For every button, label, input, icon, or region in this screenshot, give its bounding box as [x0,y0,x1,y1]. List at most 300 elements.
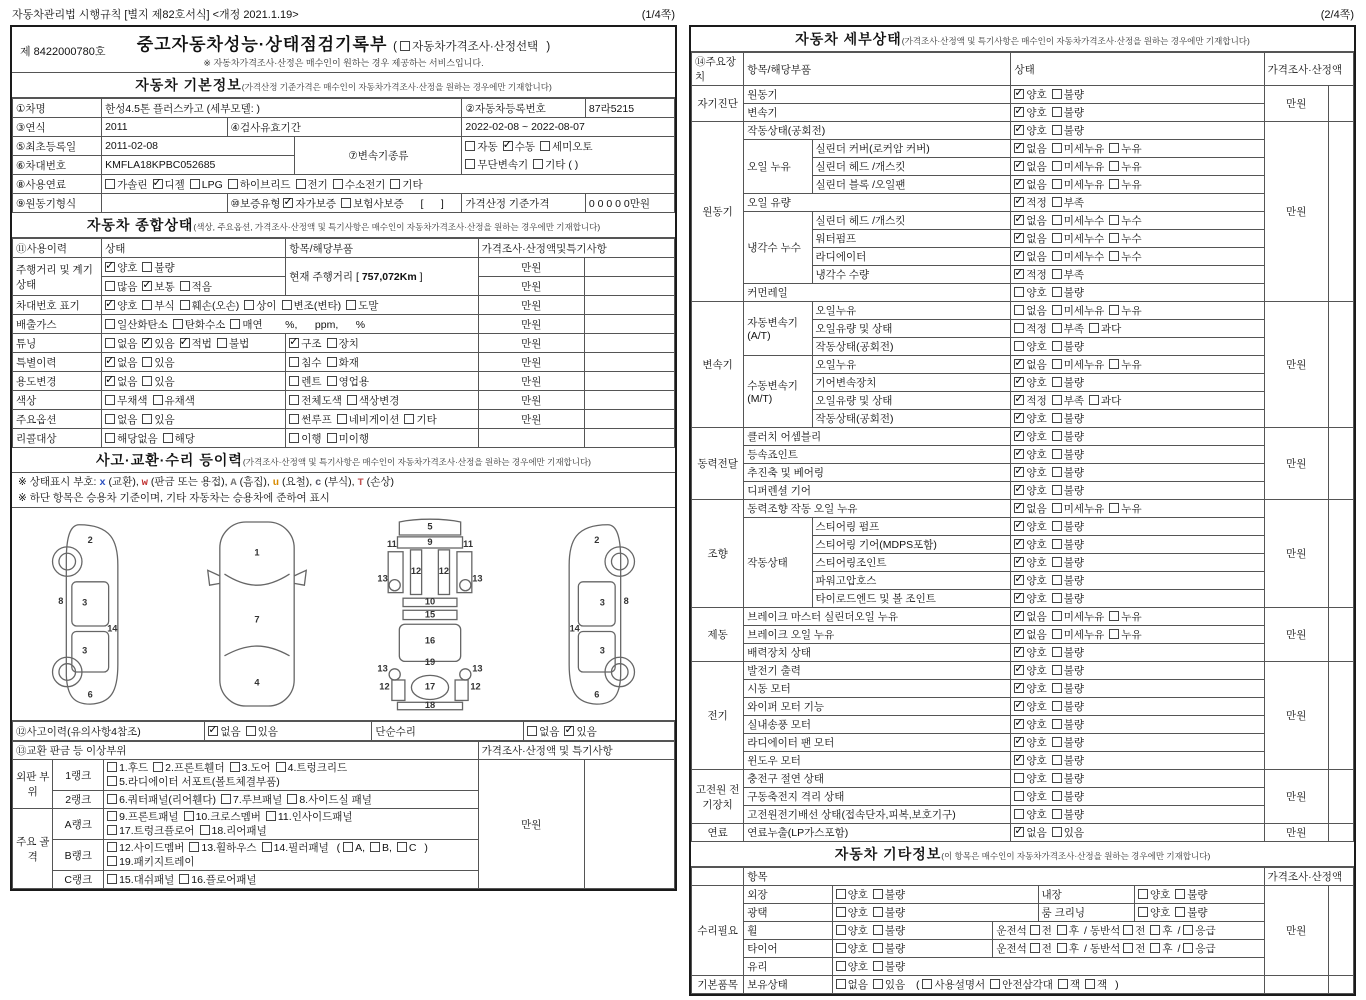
checkbox[interactable] [1052,449,1062,459]
checkbox-option[interactable] [230,317,262,332]
checkbox-option[interactable] [179,873,256,887]
checkbox-option[interactable] [1014,357,1046,372]
checkbox-option[interactable] [1052,807,1084,822]
checkbox[interactable] [1109,251,1119,261]
checkbox[interactable] [107,776,117,786]
checkbox[interactable] [228,179,238,189]
checkbox[interactable] [1014,287,1024,297]
checkbox[interactable] [230,319,240,329]
checkbox-option[interactable] [1014,141,1046,156]
checkbox[interactable] [105,262,115,272]
checkbox-option[interactable] [327,374,369,389]
checkbox-option[interactable] [142,298,174,313]
checkbox-option[interactable] [180,279,212,294]
checkbox[interactable] [1123,925,1133,935]
checkbox-option[interactable] [296,177,328,192]
checkbox[interactable] [1052,89,1062,99]
notes-cell[interactable] [584,334,674,353]
notes-cell[interactable] [584,391,674,410]
checkbox-option[interactable] [1052,285,1084,300]
checkbox[interactable] [1089,395,1099,405]
checkbox[interactable] [370,842,380,852]
notes-cell[interactable] [1328,428,1353,500]
checkbox-option[interactable] [1014,249,1046,264]
checkbox-option[interactable] [1109,627,1141,642]
notes-cell[interactable] [1328,86,1353,122]
checkbox[interactable] [1014,89,1024,99]
checkbox-option[interactable] [105,317,168,332]
checkbox-option[interactable] [1014,393,1046,408]
checkbox[interactable] [200,825,210,835]
checkbox-option[interactable] [1058,977,1080,992]
checkbox[interactable] [266,811,276,821]
checkbox[interactable] [244,300,254,310]
checkbox-option[interactable] [1052,483,1084,498]
checkbox[interactable] [184,811,194,821]
checkbox[interactable] [341,198,351,208]
checkbox[interactable] [1014,143,1024,153]
notes-cell[interactable] [1328,886,1353,976]
checkbox-option[interactable] [1014,339,1046,354]
checkbox[interactable] [1052,197,1062,207]
notes-cell[interactable] [584,372,674,391]
checkbox[interactable] [1014,557,1024,567]
checkbox-option[interactable] [1014,465,1046,480]
checkbox[interactable] [142,376,152,386]
checkbox-option[interactable] [142,374,174,389]
checkbox[interactable] [1052,503,1062,513]
checkbox-option[interactable] [1150,923,1172,938]
checkbox-option[interactable] [1014,555,1046,570]
checkbox[interactable] [289,433,299,443]
checkbox[interactable] [289,357,299,367]
checkbox-option[interactable] [1014,447,1046,462]
checkbox-option[interactable] [400,38,538,54]
checkbox-option[interactable] [1183,941,1215,956]
checkbox-option[interactable] [990,977,1053,992]
checkbox-option[interactable] [1052,501,1105,516]
checkbox-option[interactable] [1109,177,1141,192]
checkbox-option[interactable] [1057,941,1079,956]
checkbox[interactable] [107,874,117,884]
checkbox[interactable] [282,300,292,310]
checkbox-option[interactable] [1014,681,1046,696]
checkbox[interactable] [327,338,337,348]
checkbox-option[interactable] [533,157,578,172]
checkbox[interactable] [105,179,115,189]
checkbox-option[interactable] [1089,393,1121,408]
checkbox-option[interactable] [1014,87,1046,102]
checkbox[interactable] [180,338,190,348]
checkbox-option[interactable] [1052,789,1084,804]
checkbox-option[interactable] [262,841,329,855]
checkbox[interactable] [1109,503,1119,513]
checkbox[interactable] [1014,665,1024,675]
checkbox[interactable] [527,726,537,736]
checkbox-option[interactable] [1014,321,1046,336]
engine-type-value[interactable] [102,194,228,213]
checkbox[interactable] [327,357,337,367]
checkbox[interactable] [347,395,357,405]
checkbox-option[interactable] [836,923,868,938]
checkbox-option[interactable] [1052,753,1084,768]
checkbox[interactable] [1014,341,1024,351]
checkbox[interactable] [873,889,883,899]
checkbox-option[interactable] [1052,213,1105,228]
checkbox-option[interactable] [1052,339,1084,354]
checkbox[interactable] [107,842,117,852]
checkbox[interactable] [873,961,883,971]
checkbox[interactable] [1052,809,1062,819]
checkbox[interactable] [1183,943,1193,953]
checkbox-option[interactable] [1052,249,1105,264]
checkbox[interactable] [337,414,347,424]
checkbox[interactable] [1183,925,1193,935]
notes-cell[interactable] [584,429,674,448]
checkbox-option[interactable] [107,793,216,807]
checkbox[interactable] [1014,125,1024,135]
checkbox-option[interactable] [221,793,282,807]
checkbox[interactable] [1014,791,1024,801]
checkbox-option[interactable] [1052,123,1084,138]
checkbox-option[interactable] [163,431,195,446]
checkbox[interactable] [1014,323,1024,333]
checkbox[interactable] [1109,611,1119,621]
checkbox[interactable] [1057,943,1067,953]
checkbox-option[interactable] [873,923,905,938]
checkbox[interactable] [142,414,152,424]
checkbox[interactable] [397,842,407,852]
checkbox-option[interactable] [1014,123,1046,138]
checkbox[interactable] [1052,485,1062,495]
checkbox[interactable] [107,794,117,804]
checkbox-option[interactable] [107,873,174,887]
checkbox-option[interactable] [153,177,185,192]
notes-cell[interactable] [584,353,674,372]
checkbox[interactable] [1052,233,1062,243]
checkbox[interactable] [1175,907,1185,917]
checkbox[interactable] [1014,503,1024,513]
checkbox-option[interactable] [341,196,404,211]
checkbox[interactable] [327,376,337,386]
checkbox[interactable] [836,925,846,935]
checkbox[interactable] [1014,611,1024,621]
checkbox-option[interactable] [1052,141,1105,156]
checkbox-option[interactable] [527,724,559,739]
checkbox[interactable] [1052,539,1062,549]
checkbox-option[interactable] [1052,375,1084,390]
checkbox[interactable] [289,338,299,348]
checkbox-option[interactable] [836,977,868,992]
checkbox-option[interactable] [1109,231,1141,246]
checkbox[interactable] [142,338,152,348]
checkbox[interactable] [1052,125,1062,135]
checkbox-option[interactable] [1014,609,1046,624]
checkbox[interactable] [142,281,152,291]
checkbox[interactable] [105,376,115,386]
checkbox[interactable] [1052,179,1062,189]
checkbox-option[interactable] [105,298,137,313]
checkbox[interactable] [1014,431,1024,441]
checkbox-option[interactable] [105,431,158,446]
checkbox-option[interactable] [1052,609,1105,624]
checkbox-option[interactable] [153,393,195,408]
notes-cell[interactable] [1328,770,1353,824]
notes-cell[interactable] [584,315,674,334]
checkbox-option[interactable] [1052,627,1105,642]
checkbox[interactable] [1052,359,1062,369]
checkbox-option[interactable] [142,260,174,275]
checkbox-option[interactable] [266,810,353,824]
checkbox-option[interactable] [1014,627,1046,642]
checkbox-option[interactable] [540,139,593,154]
checkbox-option[interactable] [1014,213,1046,228]
checkbox-option[interactable] [1014,195,1046,210]
checkbox[interactable] [1014,809,1024,819]
checkbox[interactable] [221,794,231,804]
checkbox-option[interactable] [1014,231,1046,246]
checkbox-option[interactable] [246,724,278,739]
checkbox[interactable] [533,159,543,169]
checkbox[interactable] [1085,979,1095,989]
checkbox-option[interactable] [107,761,148,775]
checkbox-option[interactable] [1123,923,1145,938]
checkbox[interactable] [1014,521,1024,531]
notes-cell[interactable] [584,410,674,429]
checkbox[interactable] [1052,521,1062,531]
checkbox-option[interactable] [105,374,137,389]
checkbox-option[interactable] [173,317,226,332]
checkbox-option[interactable] [922,977,985,992]
checkbox[interactable] [1109,161,1119,171]
checkbox[interactable] [1014,719,1024,729]
checkbox-option[interactable] [1138,887,1170,902]
checkbox-option[interactable] [1014,159,1046,174]
checkbox-option[interactable] [390,177,422,192]
checkbox[interactable] [503,141,513,151]
checkbox-option[interactable] [1052,231,1105,246]
notes-cell[interactable] [584,277,674,296]
checkbox[interactable] [1014,755,1024,765]
checkbox-option[interactable] [1030,923,1052,938]
checkbox-option[interactable] [1052,465,1084,480]
checkbox-option[interactable] [1014,375,1046,390]
checkbox-option[interactable] [465,139,497,154]
checkbox-option[interactable] [184,810,261,824]
checkbox[interactable] [142,300,152,310]
checkbox-option[interactable] [1052,177,1105,192]
checkbox-option[interactable] [107,775,280,789]
checkbox-option[interactable] [200,824,267,838]
checkbox[interactable] [1052,827,1062,837]
checkbox[interactable] [1014,269,1024,279]
checkbox[interactable] [1014,629,1024,639]
checkbox[interactable] [343,842,353,852]
checkbox[interactable] [105,300,115,310]
checkbox-option[interactable] [1052,825,1084,840]
checkbox-option[interactable] [1052,717,1084,732]
checkbox[interactable] [289,395,299,405]
checkbox[interactable] [1052,215,1062,225]
checkbox[interactable] [246,726,256,736]
checkbox-option[interactable] [370,841,392,855]
checkbox-option[interactable] [105,177,147,192]
checkbox[interactable] [1014,359,1024,369]
checkbox[interactable] [1014,305,1024,315]
checkbox[interactable] [262,842,272,852]
checkbox-option[interactable] [337,412,400,427]
checkbox-option[interactable] [1052,321,1084,336]
checkbox[interactable] [1052,647,1062,657]
checkbox[interactable] [1052,251,1062,261]
checkbox-option[interactable] [289,393,342,408]
checkbox[interactable] [836,907,846,917]
checkbox-option[interactable] [230,761,271,775]
notes-cell[interactable] [1328,122,1353,302]
checkbox[interactable] [1138,907,1148,917]
checkbox[interactable] [1150,943,1160,953]
checkbox[interactable] [873,907,883,917]
checkbox-option[interactable] [1014,267,1046,282]
checkbox-option[interactable] [1014,645,1046,660]
checkbox[interactable] [287,794,297,804]
checkbox[interactable] [179,874,189,884]
checkbox[interactable] [333,179,343,189]
checkbox-option[interactable] [1052,357,1105,372]
notes-cell[interactable] [584,258,674,277]
checkbox[interactable] [390,179,400,189]
notes-cell[interactable] [1328,976,1353,994]
checkbox-option[interactable] [1014,735,1046,750]
checkbox[interactable] [1109,143,1119,153]
checkbox-option[interactable] [1014,519,1046,534]
notes-cell[interactable] [1328,302,1353,428]
checkbox[interactable] [1052,773,1062,783]
checkbox-option[interactable] [1085,977,1107,992]
checkbox-option[interactable] [1052,411,1084,426]
checkbox-option[interactable] [105,393,147,408]
checkbox[interactable] [189,842,199,852]
checkbox-option[interactable] [873,977,905,992]
checkbox[interactable] [107,811,117,821]
checkbox-option[interactable] [1052,681,1084,696]
checkbox-option[interactable] [503,139,535,154]
checkbox-option[interactable] [333,177,386,192]
checkbox-option[interactable] [873,959,905,974]
checkbox-option[interactable] [105,412,137,427]
checkbox-option[interactable] [105,355,137,370]
checkbox-option[interactable] [836,905,868,920]
notes-cell[interactable] [1328,824,1353,842]
checkbox[interactable] [1014,413,1024,423]
checkbox[interactable] [1014,485,1024,495]
checkbox-option[interactable] [1014,825,1046,840]
checkbox[interactable] [1014,449,1024,459]
checkbox-option[interactable] [327,355,359,370]
checkbox-option[interactable] [1109,213,1141,228]
checkbox-option[interactable] [1183,923,1215,938]
checkbox-option[interactable] [283,196,336,211]
checkbox-option[interactable] [1014,177,1046,192]
checkbox-option[interactable] [1014,483,1046,498]
checkbox[interactable] [1014,593,1024,603]
checkbox-option[interactable] [1052,555,1084,570]
checkbox[interactable] [230,762,240,772]
checkbox-option[interactable] [142,279,174,294]
checkbox-option[interactable] [1052,519,1084,534]
checkbox[interactable] [404,414,414,424]
checkbox-option[interactable] [289,431,321,446]
checkbox[interactable] [142,357,152,367]
checkbox[interactable] [153,762,163,772]
checkbox[interactable] [836,979,846,989]
checkbox[interactable] [296,179,306,189]
checkbox-option[interactable] [836,941,868,956]
checkbox-option[interactable] [1014,699,1046,714]
checkbox[interactable] [1109,179,1119,189]
checkbox-option[interactable] [1014,663,1046,678]
checkbox-option[interactable] [1052,159,1105,174]
checkbox-option[interactable] [142,412,174,427]
checkbox-option[interactable] [190,179,223,191]
checkbox[interactable] [105,281,115,291]
checkbox[interactable] [1109,233,1119,243]
checkbox[interactable] [1057,925,1067,935]
checkbox-option[interactable] [1057,923,1079,938]
checkbox-option[interactable] [1109,609,1141,624]
checkbox[interactable] [1014,539,1024,549]
checkbox[interactable] [836,943,846,953]
checkbox-option[interactable] [1014,303,1046,318]
notes-cell[interactable] [584,760,674,889]
checkbox[interactable] [173,319,183,329]
checkbox-option[interactable] [1052,267,1084,282]
checkbox-option[interactable] [142,336,174,351]
checkbox[interactable] [1014,107,1024,117]
checkbox[interactable] [105,338,115,348]
checkbox[interactable] [1014,251,1024,261]
checkbox[interactable] [163,433,173,443]
checkbox-option[interactable] [289,336,321,351]
checkbox[interactable] [873,943,883,953]
checkbox-option[interactable] [244,298,276,313]
checkbox-option[interactable] [1014,411,1046,426]
checkbox[interactable] [1109,629,1119,639]
checkbox[interactable] [1109,359,1119,369]
checkbox-option[interactable] [217,336,249,351]
checkbox[interactable] [1052,629,1062,639]
checkbox-option[interactable] [282,298,342,313]
checkbox[interactable] [1014,773,1024,783]
checkbox-option[interactable] [1150,941,1172,956]
checkbox[interactable] [1052,107,1062,117]
checkbox-option[interactable] [1052,771,1084,786]
checkbox[interactable] [465,141,475,151]
checkbox-option[interactable] [189,841,256,855]
checkbox-option[interactable] [107,841,184,855]
checkbox-option[interactable] [1052,645,1084,660]
checkbox[interactable] [922,979,932,989]
checkbox[interactable] [1052,161,1062,171]
checkbox-option[interactable] [1030,941,1052,956]
checkbox-option[interactable] [1052,393,1084,408]
checkbox[interactable] [107,825,117,835]
checkbox[interactable] [1138,889,1148,899]
checkbox[interactable] [327,433,337,443]
checkbox[interactable] [180,300,190,310]
checkbox[interactable] [1052,287,1062,297]
checkbox[interactable] [1014,197,1024,207]
